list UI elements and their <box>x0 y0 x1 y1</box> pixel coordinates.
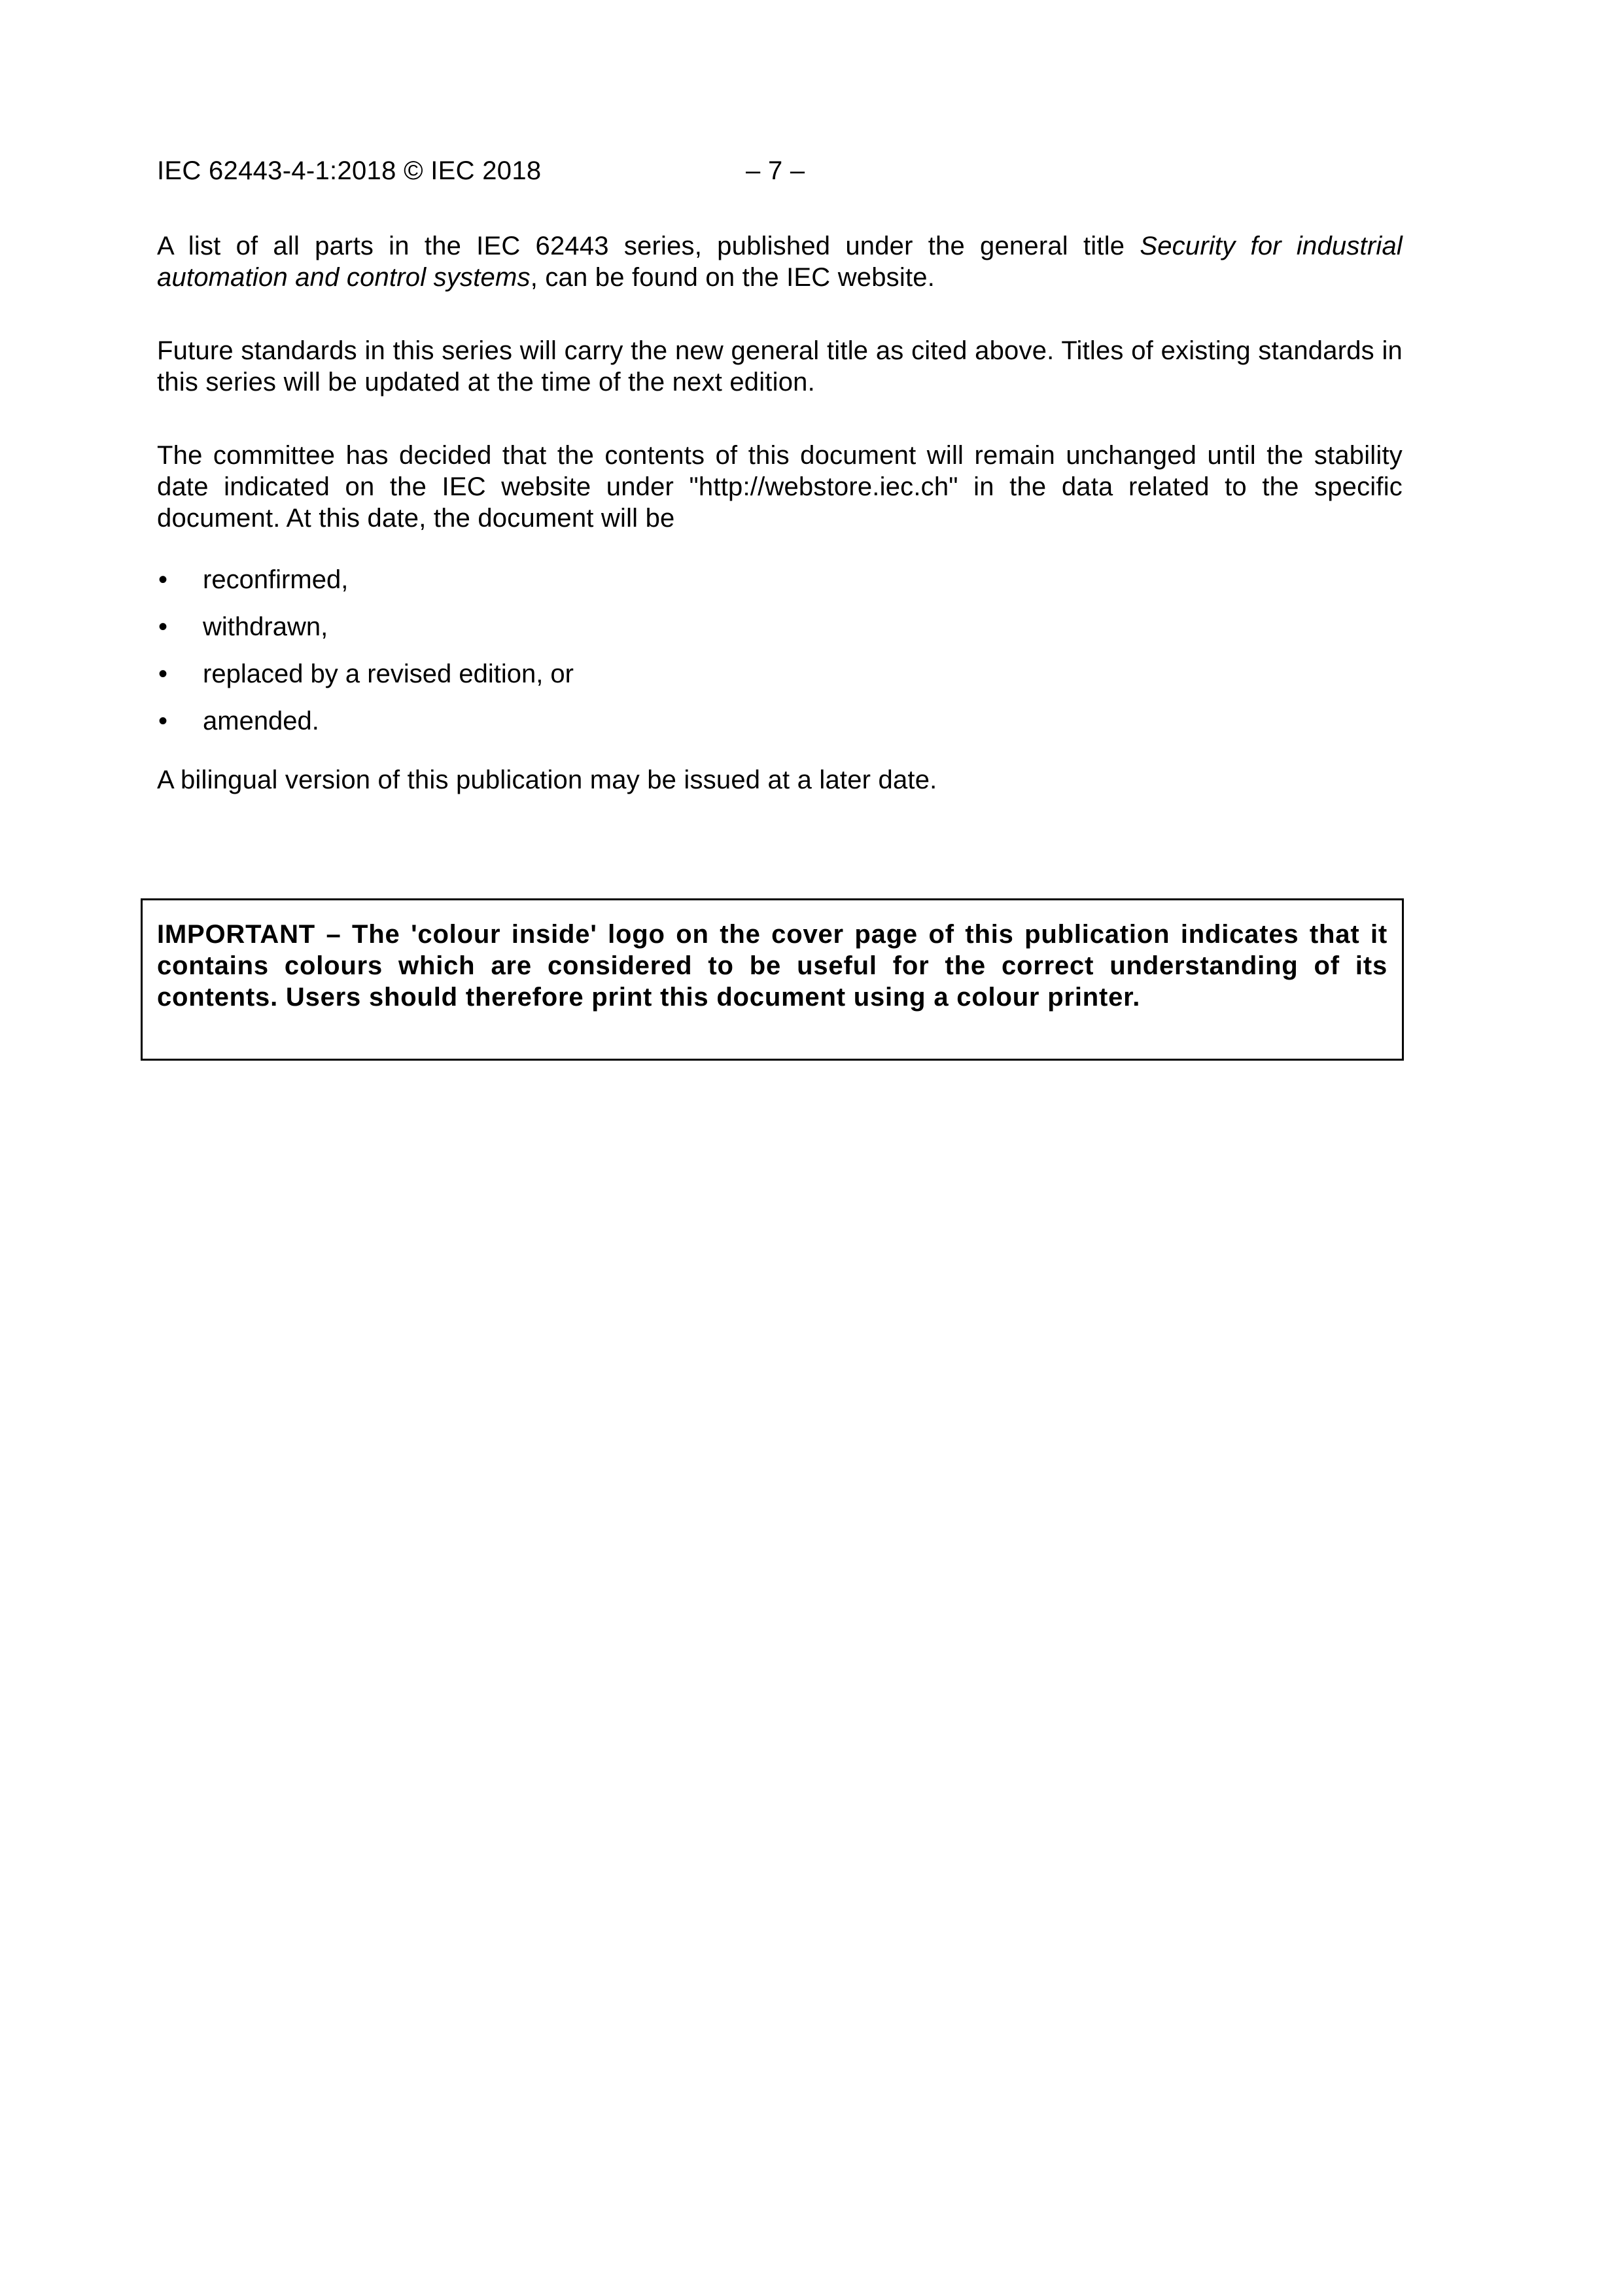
list-item <box>157 611 1403 643</box>
stability-outcome-list <box>157 564 1403 752</box>
bilingual-paragraph: A bilingual version of this publication may be issued at a later date. <box>157 766 937 794</box>
list-item <box>157 705 1403 737</box>
list-item-text: reconfirmed, <box>203 565 349 594</box>
list-item-text: withdrawn, <box>203 612 328 641</box>
list-item <box>157 564 1403 595</box>
page-number: – 7 – <box>746 156 805 185</box>
list-item-text: replaced by a revised edition, or <box>203 660 574 688</box>
bullet-icon: • <box>158 565 168 594</box>
future-standards-paragraph: Future standards in this series will carry the new general title as cited above. Titles of existing standards in this series will be updated at the time of the next edition. <box>157 336 1403 397</box>
important-notice-box <box>141 898 1404 1061</box>
document-identifier: IEC 62443-4-1:2018 © IEC 2018 <box>157 156 542 185</box>
series-general-title: Security for industrial automation and control systems <box>157 232 1403 292</box>
bullet-icon: • <box>158 660 168 688</box>
series-paragraph-suffix: , can be found on the IEC website. <box>530 263 935 292</box>
list-item-text: amended. <box>203 707 319 735</box>
series-paragraph-prefix: A list of all parts in the IEC 62443 series, published under the general title <box>157 232 1140 260</box>
list-item <box>157 658 1403 690</box>
committee-paragraph: The committee has decided that the contents of this document will remain unchanged until the stability date indicated on the IEC website under "http://webstore.iec.ch" in the data related to the specific document. At this date, the document will be <box>157 441 1403 533</box>
bullet-icon: • <box>158 612 168 641</box>
series-paragraph <box>157 230 1403 293</box>
important-notice-text: IMPORTANT – The 'colour inside' logo on the cover page of this publication indicates that it contains colours which are considered to be useful for the correct understanding of its contents. Users should therefore print this document using a colour printer. <box>157 920 1387 1012</box>
bullet-icon: • <box>158 707 168 735</box>
